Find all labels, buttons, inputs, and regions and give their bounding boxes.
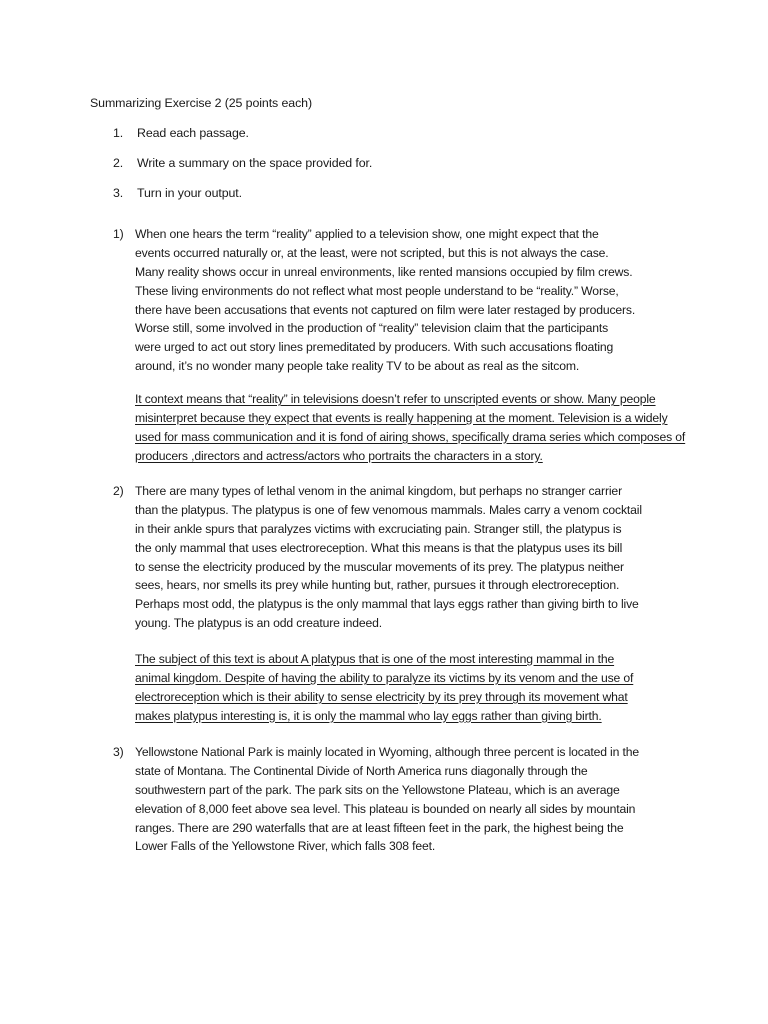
passage-text	[135, 482, 642, 633]
passage-line: Perhaps most odd, the platypus is the only mammal that lays eggs rather than giving birth to live	[135, 597, 639, 612]
passage-line: state of Montana. The Continental Divide of North America runs diagonally through the	[135, 763, 588, 778]
passage-line: than the platypus. The platypus is one of few venomous mammals. Males carry a venom cocktail	[135, 502, 642, 517]
summary-answer-1	[135, 390, 685, 466]
passage-line: were urged to act out story lines premeditated by producers. With such accusations floating	[135, 340, 614, 355]
answer-line: makes platypus interesting is, it is only the mammal who lay eggs rather than giving birth.	[135, 708, 602, 723]
passage-line: There are many types of lethal venom in the animal kingdom, but perhaps no stranger carrier	[135, 484, 622, 498]
passage-number: 2)	[113, 484, 124, 498]
passage-line: Worse still, some involved in the production of “reality” television claim that the participants	[135, 321, 609, 336]
instruction-number: 2.	[113, 156, 124, 170]
passage-line: ranges. There are 290 waterfalls that are at least fifteen feet in the park, the highest being the	[135, 820, 624, 835]
instruction-item	[113, 156, 372, 170]
passage-number: 3)	[113, 745, 124, 759]
passage-line: young. The platypus is an odd creature indeed.	[135, 616, 382, 631]
passage-line: in their ankle spurs that paralyzes victims with excruciating pain. Stranger still, the platypus is	[135, 521, 622, 536]
instruction-text: Read each passage.	[137, 126, 249, 140]
instruction-number: 1.	[113, 126, 124, 140]
passage-text	[135, 225, 635, 376]
answer-line: electroreception which is their ability to sense electricity by its prey through its movement what	[135, 689, 628, 704]
passage-line: to sense the electricity produced by the muscular movements of its prey. The platypus neither	[135, 559, 624, 574]
answer-line: producers ,directors and actress/actors who portraits the characters in a story.	[135, 448, 543, 463]
passage-line: When one hears the term “reality” applied to a television show, one might expect that the	[135, 227, 599, 241]
passage-line: elevation of 8,000 feet above sea level. This plateau is bounded on nearly all sides by mountain	[135, 801, 636, 816]
passage-number: 1)	[113, 227, 124, 241]
passage-text	[135, 743, 639, 856]
passage-line: there have been accusations that events not captured on film were later restaged by producers.	[135, 302, 636, 317]
instruction-item	[113, 186, 242, 200]
instruction-text: Turn in your output.	[137, 186, 242, 200]
summary-answer-2	[135, 650, 633, 726]
answer-line: used for mass communication and it is fond of airing shows, specifically drama series which composes of	[135, 429, 686, 444]
passage-line: events occurred naturally or, at the least, were not scripted, but this is not always the case.	[135, 245, 609, 260]
passage-line: sees, hears, nor smells its prey while hunting but, rather, pursues it through electroreception.	[135, 578, 620, 593]
passage-line: the only mammal that uses electroreception. What this means is that the platypus uses its bill	[135, 540, 623, 555]
document-heading: Summarizing Exercise 2 (25 points each)	[90, 96, 312, 110]
instruction-text: Write a summary on the space provided for.	[137, 156, 373, 170]
answer-line: The subject of this text is about A platypus that is one of the most interesting mammal in the	[135, 652, 615, 666]
passage-line: These living environments do not reflect what most people understand to be “reality.” Worse,	[135, 283, 619, 298]
instruction-number: 3.	[113, 186, 124, 200]
passage-line: Lower Falls of the Yellowstone River, which falls 308 feet.	[135, 839, 436, 854]
passage-line: southwestern part of the park. The park sits on the Yellowstone Plateau, which is an average	[135, 782, 620, 797]
answer-line: It context means that “reality” in televisions doesn’t refer to unscripted events or show. Many people	[135, 392, 656, 406]
answer-line: misinterpret because they expect that events is really happening at the moment. Television is a widely	[135, 410, 668, 425]
passage-line: around, it’s no wonder many people take reality TV to be about as real as the sitcom.	[135, 359, 580, 374]
instruction-item	[113, 126, 249, 140]
passage-line: Many reality shows occur in unreal environments, like rented mansions occupied by film crews.	[135, 264, 633, 279]
passage-line: Yellowstone National Park is mainly located in Wyoming, although three percent is located in the	[135, 745, 639, 759]
answer-line: animal kingdom. Despite of having the ability to paralyze its victims by its venom and the use of	[135, 670, 634, 685]
